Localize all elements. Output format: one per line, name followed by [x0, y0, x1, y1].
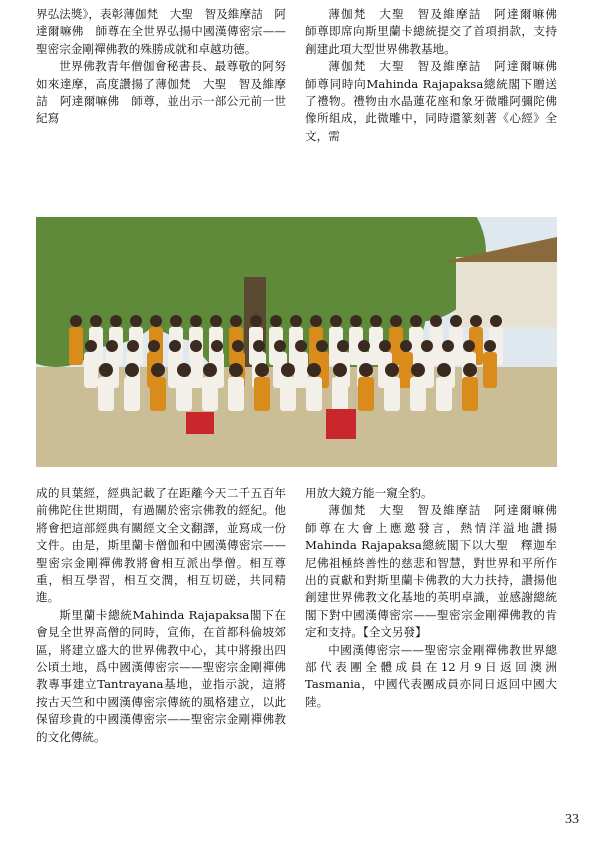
photo-person-head	[316, 340, 328, 352]
photo-person-head	[442, 340, 454, 352]
paragraph: 薄伽梵 大聖 智及維摩詰 阿達爾嘛佛 師尊即席向斯里蘭卡總統提交了首項捐款，支持創建此項大型世界佛教基地。	[305, 7, 569, 56]
photo-person-head	[307, 363, 321, 377]
photo-person-head	[150, 315, 162, 327]
photo-person-head	[190, 340, 202, 352]
photo-person-head	[169, 340, 181, 352]
photo-person-head	[270, 315, 282, 327]
photo-person-head	[203, 363, 217, 377]
photo-person-head	[250, 315, 262, 327]
paragraph: 界弘法獎》，表彰薄伽梵 大聖 智及維摩詰 阿達爾嘛佛 師尊在全世界弘揚中國漢傳密宗——聖密宗金剛禪佛教的殊勝成就和卓越功德。	[36, 7, 286, 56]
photo-person-head	[230, 315, 242, 327]
group-photo-illustration	[36, 217, 557, 467]
photo-person-head	[379, 340, 391, 352]
photo-building	[456, 257, 557, 327]
photo-person-head	[90, 315, 102, 327]
photo-person-head	[390, 315, 402, 327]
photo-person-head	[421, 340, 433, 352]
photo-person-head	[232, 340, 244, 352]
photo-person-head	[385, 363, 399, 377]
photo-person-head	[255, 363, 269, 377]
group-photo	[36, 217, 557, 467]
photo-person-head	[463, 340, 475, 352]
photo-person-body	[306, 377, 322, 411]
photo-person-head	[127, 340, 139, 352]
paragraph: 斯里蘭卡總統Mahinda Rajapaksa閣下在會見全世界高僧的同時，宣佈，在首都科倫坡郊區，將建立盛大的世界佛教中心，其中將撥出四公頃土地，爲中國漢傳密宗——聖密宗金剛禪佛教專事建立Tantrayana基地，並指示說，這將按古天竺和中國漢傳密宗傳統的風格建立，以此保留珍貴的中國漢傳密宗——聖密宗金剛禪佛教的文化傳統。	[36, 607, 286, 744]
photo-person-body	[384, 377, 400, 411]
photo-person-head	[400, 340, 412, 352]
photo-person-head	[370, 315, 382, 327]
photo-person-body	[294, 352, 308, 388]
photo-person-head	[470, 315, 482, 327]
photo-person-head	[99, 363, 113, 377]
photo-person-body	[358, 377, 374, 411]
text-column-top-left	[36, 6, 286, 128]
photo-red-gift-box	[326, 409, 356, 439]
photo-person-head	[211, 340, 223, 352]
photo-person-head	[110, 315, 122, 327]
photo-person-body	[69, 327, 83, 365]
photo-person-head	[310, 315, 322, 327]
paragraph: 薄伽梵 大聖 智及維摩詰 阿達爾嘛佛 師尊同時向Mahinda Rajapaksa總統閣下贈送了禮物。禮物由水晶蓮花座和象牙微雕阿彌陀佛像所組成，此微雕中，同時還篆刻著《心經》全文，需	[305, 59, 569, 143]
photo-person-body	[332, 377, 348, 411]
text-column-bottom-right	[305, 485, 569, 711]
photo-person-head	[333, 363, 347, 377]
photo-red-package	[186, 412, 214, 434]
photo-person-head	[210, 315, 222, 327]
photo-person-body	[280, 377, 296, 411]
photo-person-head	[190, 315, 202, 327]
paragraph: 中國漢傳密宗——聖密宗金剛禪佛教世界總部代表團全體成員在12月9日返回澳洲Tasmania，中國代表團成員亦同日返回中國大陸。	[305, 642, 557, 709]
photo-person-head	[437, 363, 451, 377]
photo-person-head	[170, 315, 182, 327]
photo-person-body	[254, 377, 270, 411]
photo-person-head	[281, 363, 295, 377]
photo-person-body	[176, 377, 192, 411]
photo-person-head	[490, 315, 502, 327]
photo-person-body	[410, 377, 426, 411]
paragraph: 薄伽梵 大聖 智及維摩詰 阿達爾嘛佛 師尊在大會上應邀發言，熱情洋溢地讚揚Mahinda Rajapaksa總統閣下以大聖 釋迦牟尼佛祖極終善性的慈悲和智慧，對世界和平所作出的貢獻和對斯里蘭卡佛教的大力扶持，讚揚他創建世界佛教文化基地的英明卓識，並感謝總統閣下對中國漢傳密宗——聖密宗金剛禪佛教的肯定和支持。【全文另發】	[305, 503, 569, 640]
paragraph: 用放大鏡方能一窺全豹。	[305, 486, 433, 500]
photo-person-head	[229, 363, 243, 377]
photo-person-head	[350, 315, 362, 327]
photo-person-body	[124, 377, 140, 411]
photo-person-head	[411, 363, 425, 377]
paragraph: 成的貝葉經，經典記載了在距離今天二千五百年前佛陀住世期間，有過關於密宗佛教的經紀。他將會把這部經典有關經文全文翻譯，並寫成一份文件。由是，斯里蘭卡僧伽和中國漢傳密宗——聖密宗金剛禪佛教將會相互派出學僧。相互尊重，相互學習，相互交潤，相互切磋，共同精進。	[36, 486, 286, 605]
photo-person-body	[228, 377, 244, 411]
photo-person-head	[130, 315, 142, 327]
photo-person-head	[450, 315, 462, 327]
photo-person-body	[98, 377, 114, 411]
photo-person-head	[125, 363, 139, 377]
photo-person-head	[70, 315, 82, 327]
photo-person-head	[337, 340, 349, 352]
photo-person-body	[150, 377, 166, 411]
photo-person-head	[274, 340, 286, 352]
photo-person-body	[202, 377, 218, 411]
photo-person-head	[295, 340, 307, 352]
photo-person-body	[483, 352, 497, 388]
photo-person-head	[430, 315, 442, 327]
photo-person-head	[330, 315, 342, 327]
photo-person-head	[177, 363, 191, 377]
photo-person-head	[151, 363, 165, 377]
photo-person-head	[148, 340, 160, 352]
photo-person-head	[359, 363, 373, 377]
photo-person-head	[85, 340, 97, 352]
photo-person-body	[462, 377, 478, 411]
photo-person-head	[463, 363, 477, 377]
text-column-bottom-left	[36, 485, 286, 746]
photo-person-head	[290, 315, 302, 327]
photo-person-head	[253, 340, 265, 352]
paragraph: 世界佛教青年僧伽會秘書長、最尊敬的阿努如來達摩，高度讚揚了薄伽梵 大聖 智及維摩詰 阿達爾嘛佛 師尊，並出示一部公元前一世紀寫	[36, 59, 286, 126]
photo-person-head	[484, 340, 496, 352]
photo-person-head	[358, 340, 370, 352]
photo-person-body	[84, 352, 98, 388]
photo-person-body	[436, 377, 452, 411]
page-number: 33	[565, 812, 579, 827]
photo-person-head	[106, 340, 118, 352]
photo-person-head	[410, 315, 422, 327]
text-column-top-right	[305, 6, 569, 145]
